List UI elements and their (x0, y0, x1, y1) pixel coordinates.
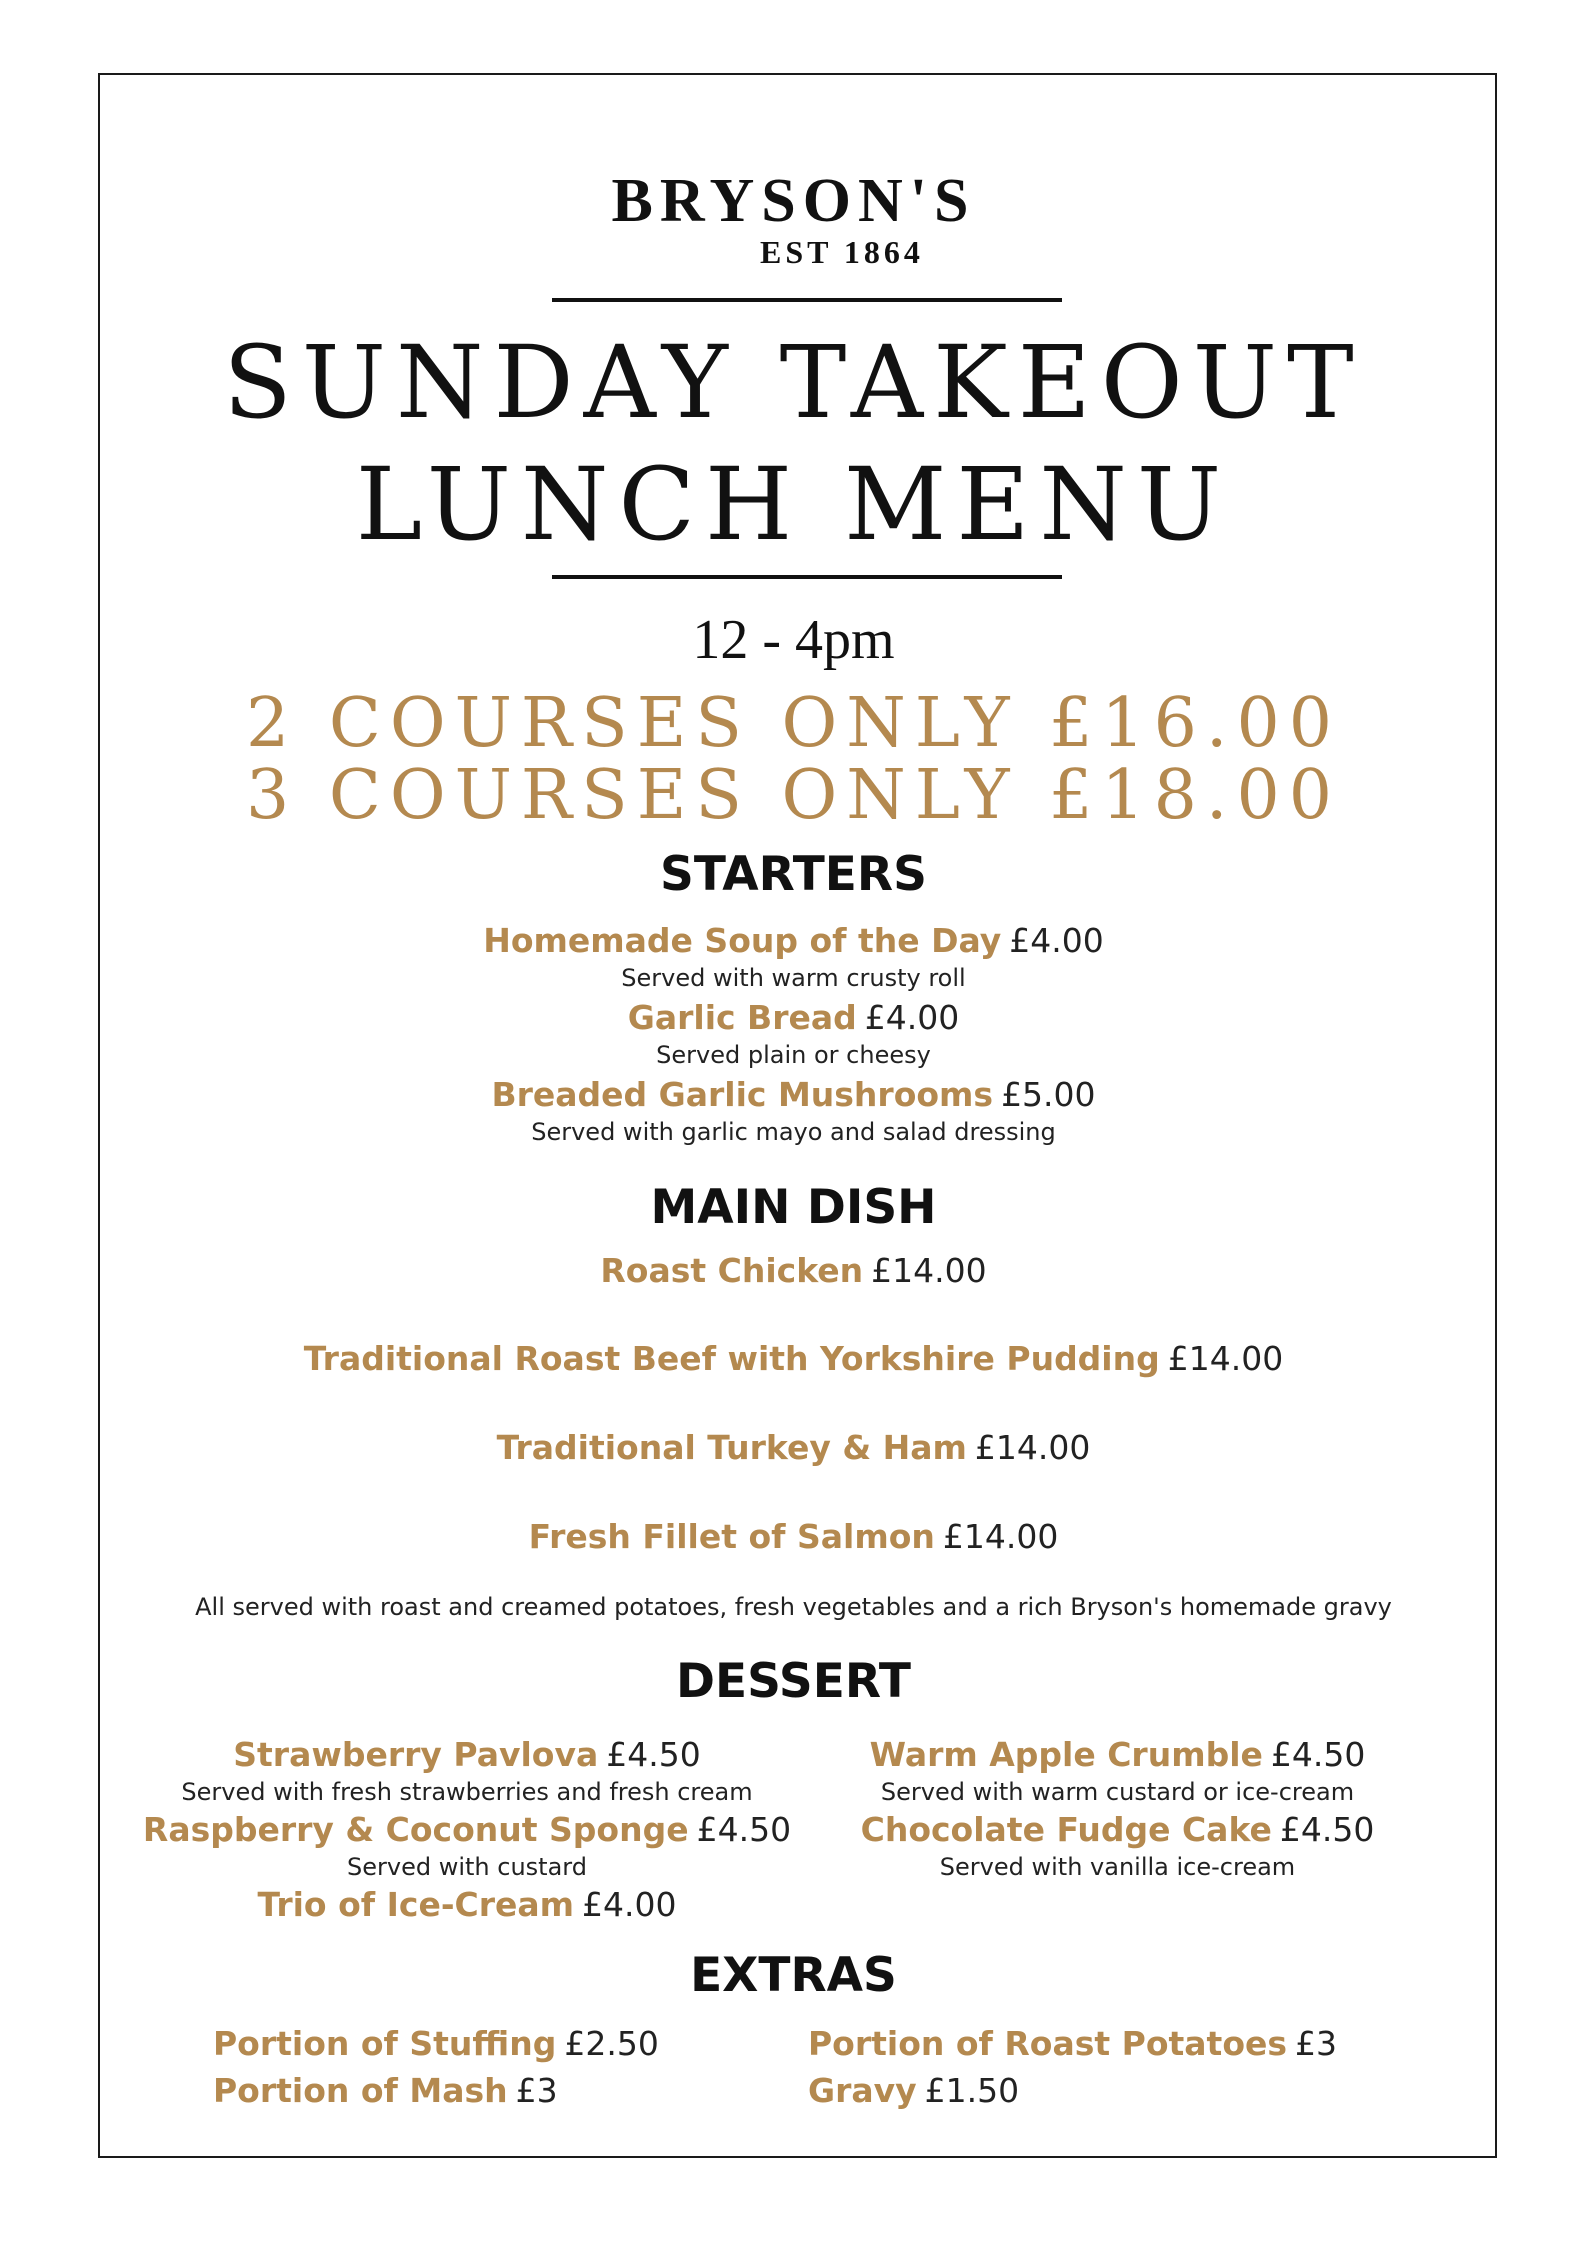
menu-item (0, 1075, 1587, 1114)
item-price: £4.50 (606, 1735, 701, 1774)
item-description: Served with warm crusty roll (621, 964, 966, 992)
brand-established: EST 1864 (760, 234, 924, 270)
item-price: £5.00 (1001, 1075, 1096, 1114)
menu-item (0, 1428, 1587, 1467)
item-name: Portion of Roast Potatoes (808, 2024, 1288, 2063)
menu-item (122, 1810, 812, 1849)
menu-item (795, 1735, 1440, 1774)
menu-item (795, 1810, 1440, 1849)
item-name: Chocolate Fudge Cake (860, 1810, 1272, 1849)
item-description: Served with warm custard or ice-cream (880, 1778, 1355, 1806)
menu-item (0, 1517, 1587, 1556)
dessert-right-column (795, 1735, 1440, 1881)
item-price: £2.50 (564, 2024, 659, 2063)
item-price: £14.00 (871, 1251, 987, 1290)
item-name: Trio of Ice-Cream (257, 1885, 575, 1924)
extras-item (808, 2071, 1020, 2110)
item-name: Traditional Turkey & Ham (496, 1428, 967, 1467)
item-price: £14.00 (942, 1517, 1059, 1556)
dessert-left-column (122, 1735, 812, 1924)
top-divider (552, 298, 1062, 302)
item-description: Served with vanilla ice-cream (939, 1853, 1296, 1881)
menu-title-line1: SUNDAY TAKEOUT (223, 324, 1364, 441)
menu-item (0, 1251, 1587, 1290)
section-heading-extras: EXTRAS (690, 1948, 897, 2003)
offer-three-courses: 3 COURSES ONLY £18.00 (245, 756, 1342, 835)
item-price: £14.00 (974, 1428, 1091, 1467)
item-price: £3 (515, 2071, 558, 2110)
section-heading-dessert: DESSERT (676, 1654, 911, 1709)
extras-item (808, 2024, 1338, 2063)
item-name: Fresh Fillet of Salmon (528, 1517, 935, 1556)
item-name: Portion of Mash (213, 2071, 508, 2110)
menu-item (0, 921, 1587, 960)
item-name: Warm Apple Crumble (869, 1735, 1263, 1774)
menu-item (122, 1885, 812, 1924)
item-price: £14.00 (1167, 1339, 1284, 1378)
item-name: Gravy (808, 2071, 917, 2110)
main-dish-note: All served with roast and creamed potatoes, fresh vegetables and a rich Bryson's homemade gravy (195, 1593, 1392, 1621)
brand-name: BRYSON'S (611, 167, 976, 235)
item-price: £4.00 (1009, 921, 1104, 960)
menu-item (122, 1735, 812, 1774)
item-price: £3 (1295, 2024, 1338, 2063)
item-price: £1.50 (924, 2071, 1020, 2110)
item-name: Traditional Roast Beef with Yorkshire Pudding (303, 1339, 1160, 1378)
item-description: Served with garlic mayo and salad dressing (531, 1118, 1056, 1146)
item-price: £4.50 (1270, 1735, 1366, 1774)
item-price: £4.50 (696, 1810, 792, 1849)
extras-item (213, 2071, 558, 2110)
item-description: Served with custard (347, 1853, 587, 1881)
item-name: Breaded Garlic Mushrooms (491, 1075, 994, 1114)
item-description: Served with fresh strawberries and fresh cream (181, 1778, 753, 1806)
item-description: Served plain or cheesy (656, 1041, 931, 1069)
section-heading-main-dish: MAIN DISH (650, 1180, 937, 1235)
item-price: £4.00 (582, 1885, 677, 1924)
service-hours: 12 - 4pm (692, 609, 895, 671)
item-price: £4.50 (1279, 1810, 1375, 1849)
item-name: Portion of Stuffing (213, 2024, 557, 2063)
menu-item (0, 1339, 1587, 1378)
menu-item (0, 998, 1587, 1037)
offer-two-courses: 2 COURSES ONLY £16.00 (245, 684, 1342, 763)
extras-item (213, 2024, 659, 2063)
item-price: £4.00 (864, 998, 960, 1037)
item-name: Strawberry Pavlova (233, 1735, 599, 1774)
menu-title-line2: LUNCH MENU (355, 446, 1232, 563)
item-name: Roast Chicken (600, 1251, 864, 1290)
section-heading-starters: STARTERS (660, 847, 927, 902)
item-name: Garlic Bread (627, 998, 857, 1037)
bottom-divider (552, 575, 1062, 579)
item-name: Homemade Soup of the Day (483, 921, 1002, 960)
item-name: Raspberry & Coconut Sponge (142, 1810, 689, 1849)
